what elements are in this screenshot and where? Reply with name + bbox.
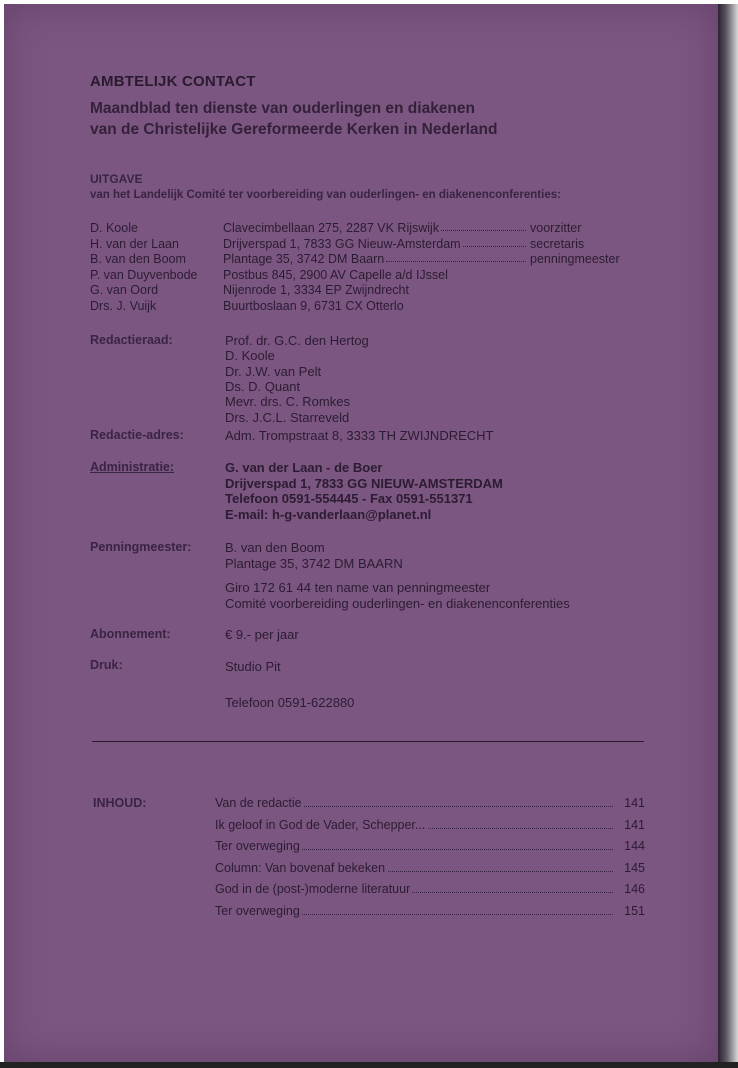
page-bottom-border: [0, 1062, 738, 1068]
contents-item-title: Ik geloof in God de Vader, Schepper...: [215, 817, 426, 832]
administration-line: Drijverspad 1, 7833 GG NIEUW-AMSTERDAM: [225, 475, 503, 491]
member-name: B. van den Boom: [90, 252, 186, 266]
member-name: D. Koole: [90, 221, 138, 235]
member-role: secretaris: [530, 236, 585, 251]
administration-line: G. van der Laan - de Boer: [225, 460, 383, 475]
subscription-value: € 9.- per jaar: [225, 627, 299, 642]
committee-member-row: [90, 299, 650, 314]
member-name: G. van Oord: [90, 283, 159, 297]
dot-leader: [463, 246, 526, 247]
member-name: P. van Duyvenbode: [90, 267, 198, 282]
member-name: Drs. J. Vuijk: [90, 298, 157, 313]
member-role: voorzitter: [530, 221, 582, 235]
publisher-label: UITGAVE: [90, 172, 143, 186]
committee-member-row: [90, 252, 650, 267]
contents-item-title: Ter overweging: [215, 903, 300, 918]
magazine-title: AMBTELIJK CONTACT: [90, 73, 256, 90]
member-address: Buurtboslaan 9, 6731 CX Otterlo: [223, 298, 404, 313]
editorial-address-value: Adm. Trompstraat 8, 3333 TH ZWIJNDRECHT: [225, 428, 494, 443]
committee-member-row: [90, 221, 650, 236]
editorial-board-member: Mevr. drs. C. Romkes: [225, 394, 350, 410]
treasurer-giro-line: Giro 172 61 44 ten name van penningmeester: [225, 580, 491, 595]
subscription-label: Abonnement:: [90, 627, 171, 641]
member-address: Drijverspad 1, 7833 GG Nieuw-Amsterdam: [223, 236, 461, 251]
contents-item: [215, 861, 645, 877]
treasurer-line: B. van den Boom: [225, 540, 325, 555]
magazine-subtitle-line2: van de Christelijke Gereformeerde Kerken in Nederland: [90, 121, 498, 138]
dot-leader: [386, 261, 526, 262]
committee-member-row: [90, 283, 650, 298]
contents-item-page: 141: [624, 817, 645, 832]
treasurer-label: Penningmeester:: [90, 540, 192, 554]
printer-phone: Telefoon 0591-622880: [225, 695, 355, 710]
contents-item-page: 145: [624, 860, 645, 875]
contents-item-page: 146: [624, 882, 645, 896]
contents-item-title: God in de (post-)moderne literatuur: [215, 882, 411, 896]
dot-leader: [441, 230, 526, 231]
member-address: Postbus 845, 2900 AV Capelle a/d IJssel: [223, 267, 448, 282]
contents-item: [215, 882, 645, 898]
divider-line: [92, 741, 644, 742]
editorial-board-member: Ds. D. Quant: [225, 378, 301, 394]
contents-item-title: Column: Van bovenaf bekeken: [215, 860, 386, 875]
editorial-board-member: Drs. J.C.L. Starreveld: [225, 409, 350, 425]
administration-label: Administratie:: [90, 460, 175, 474]
member-name: H. van der Laan: [90, 236, 179, 251]
contents-item-page: 151: [624, 903, 645, 918]
editorial-board-member: Dr. J.W. van Pelt: [225, 363, 322, 379]
page-edge: [718, 4, 738, 1062]
contents-item: [215, 818, 645, 834]
member-address: Plantage 35, 3742 DM Baarn: [223, 252, 385, 266]
contents-item: [215, 839, 645, 855]
administration-line: E-mail: h-g-vanderlaan@planet.nl: [225, 506, 432, 522]
contents-item: [215, 796, 645, 812]
member-address: Nijenrode 1, 3334 EP Zwijndrecht: [223, 283, 409, 297]
treasurer-line: Plantage 35, 3742 DM BAARN: [225, 555, 403, 571]
publisher-description: van het Landelijk Comité ter voorbereiding van ouderlingen- en diakenenconferenties:: [90, 189, 561, 201]
committee-member-row: [90, 237, 650, 252]
editorial-board-member: Prof. dr. G.C. den Hertog: [225, 333, 369, 348]
treasurer-giro-line: Comité voorbereiding ouderlingen- en diakenenconferenties: [225, 595, 570, 611]
contents-item: [215, 904, 645, 920]
editorial-board-label: Redactieraad:: [90, 333, 173, 347]
contents-item-page: 141: [624, 796, 645, 810]
member-address: Clavecimbellaan 275, 2287 VK Rijswijk: [223, 221, 440, 235]
printer-name: Studio Pit: [225, 659, 281, 674]
editorial-board-member: D. Koole: [225, 348, 275, 364]
administration-line: Telefoon 0591-554445 - Fax 0591-551371: [225, 491, 473, 506]
printer-label: Druk:: [90, 658, 123, 672]
editorial-address-label: Redactie-adres:: [90, 428, 184, 442]
contents-item-title: Van de redactie: [215, 796, 302, 810]
contents-item-page: 144: [624, 839, 645, 853]
magazine-subtitle-line1: Maandblad ten dienste van ouderlingen en diakenen: [90, 100, 475, 117]
committee-member-row: [90, 268, 650, 283]
member-role: penningmeester: [530, 252, 620, 266]
contents-item-title: Ter overweging: [215, 839, 300, 853]
contents-label: INHOUD:: [93, 796, 147, 810]
